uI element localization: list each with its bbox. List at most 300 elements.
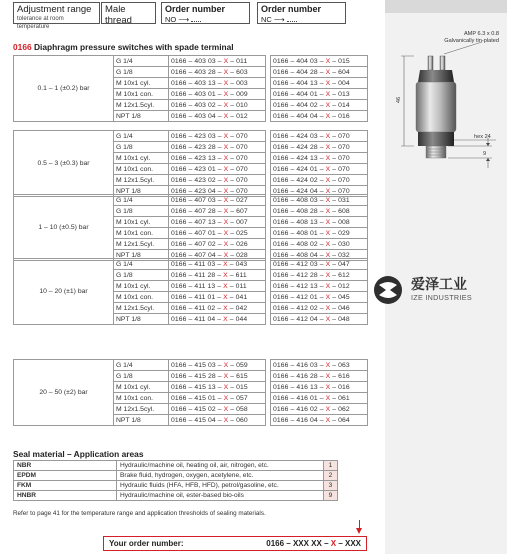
order-code-nc-cell xyxy=(271,314,368,325)
thread-cell: M 12x1.5cyl. xyxy=(114,239,169,250)
order-code-no-cell xyxy=(169,153,266,164)
thread-cell: M 12x1.5cyl. xyxy=(114,100,169,111)
order-code-part-a: 0166 – XXX XX – xyxy=(266,539,331,548)
seal-desc-cell: Hydraulic/machine oil, heating oil, air, nitrogen, etc. xyxy=(117,461,324,471)
thread-cell: M 12x1.5cyl. xyxy=(114,404,169,415)
order-code-no-cell xyxy=(169,67,266,78)
seal-placeholder-x: X xyxy=(223,394,229,402)
seal-number-cell: 3 xyxy=(324,481,338,491)
seal-placeholder-x: X xyxy=(325,196,331,204)
order-code-nc-cell xyxy=(271,415,368,426)
table-row xyxy=(14,195,368,206)
order-code-prefix: 0166 – 411 01 – xyxy=(171,293,224,301)
seal-placeholder-x: X xyxy=(325,165,331,173)
table-row xyxy=(14,259,368,270)
order-code-nc-cell xyxy=(271,360,368,371)
order-code-prefix: 0166 – 407 28 – xyxy=(171,207,224,215)
pressure-switch-drawing xyxy=(386,40,507,190)
thread-cell: NPT 1/8 xyxy=(114,415,169,426)
order-code-suffix: – 611 xyxy=(227,271,247,279)
order-code-no-cell xyxy=(169,281,266,292)
order-code-prefix: 0166 – 408 28 – xyxy=(273,207,326,215)
seal-placeholder-x: X xyxy=(325,132,331,140)
thread-cell: M 10x1 cyl. xyxy=(114,281,169,292)
order-code-suffix: – 070 xyxy=(228,143,248,151)
order-code-suffix: – 012 xyxy=(330,282,350,290)
seal-placeholder-x: X xyxy=(223,416,229,424)
seal-desc-cell: Hydraulic fluids (HFA, HFB, HFD), petrol/gasoline, etc. xyxy=(117,481,324,491)
panel-top-bar xyxy=(385,0,507,13)
seal-placeholder-x: X xyxy=(223,218,229,226)
seal-placeholder-x: X xyxy=(223,79,229,87)
seal-row xyxy=(14,471,338,481)
order-code-suffix: – 030 xyxy=(330,240,350,248)
dim-46-label: 46 xyxy=(396,96,403,104)
order-code-no-cell xyxy=(169,56,266,67)
pressure-range-cell: 0.1 – 1 (±0.2) bar xyxy=(14,56,114,122)
thread-cell: G 1/8 xyxy=(114,142,169,153)
header-adjustment-label: Adjustment range xyxy=(17,4,92,15)
order-code-prefix: 0166 – 403 03 – xyxy=(171,57,224,65)
pressure-group-table xyxy=(13,258,368,325)
order-code-nc-cell xyxy=(271,292,368,303)
ize-logo-icon xyxy=(373,275,403,305)
thread-cell: M 10x1 cyl. xyxy=(114,382,169,393)
seal-placeholder-x: X xyxy=(223,187,229,195)
order-code-no-cell xyxy=(169,303,266,314)
order-code-suffix: – 070 xyxy=(330,165,350,173)
section-code: 0166 xyxy=(13,42,32,52)
order-code-nc-cell xyxy=(271,281,368,292)
header-adjustment-range xyxy=(13,2,100,30)
order-code-suffix: – 608 xyxy=(330,207,350,215)
seal-placeholder-x: X xyxy=(325,143,331,151)
seal-placeholder-x: X xyxy=(223,68,229,76)
thread-cell: G 1/4 xyxy=(114,259,169,270)
section-title-text: Diaphragm pressure switches with spade terminal xyxy=(33,42,234,52)
seal-placeholder-x: X xyxy=(325,260,331,268)
order-code-prefix: 0166 – 407 04 – xyxy=(171,251,224,259)
order-code-nc-cell xyxy=(271,164,368,175)
thread-cell: G 1/8 xyxy=(114,371,169,382)
thread-cell: NPT 1/8 xyxy=(114,111,169,122)
seal-placeholder-x: X xyxy=(325,79,331,87)
header-no-line: NO ⟶ xyxy=(165,15,246,25)
order-code-nc-cell xyxy=(271,239,368,250)
order-code-prefix: 0166 – 403 28 – xyxy=(171,68,224,76)
order-code-nc-cell xyxy=(271,153,368,164)
order-code-prefix: 0166 – 416 03 – xyxy=(273,361,326,369)
seal-placeholder-x: X xyxy=(325,187,331,195)
header-thread-label: thread xyxy=(105,15,132,26)
seal-placeholder-x: X xyxy=(223,271,228,279)
header-nc-prefix: NC xyxy=(261,15,272,24)
order-code-suffix: – 059 xyxy=(228,361,248,369)
seal-placeholder-x: X xyxy=(325,282,331,290)
seal-placeholder-x: X xyxy=(223,207,229,215)
order-code-suffix: – 026 xyxy=(228,240,248,248)
order-code-suffix: – 070 xyxy=(228,187,248,195)
order-code-suffix: – 011 xyxy=(227,282,247,290)
order-code-suffix: – 047 xyxy=(330,260,350,268)
order-code-no-cell xyxy=(169,89,266,100)
seal-placeholder-x: X xyxy=(325,57,331,65)
order-code-suffix: – 070 xyxy=(330,176,350,184)
header-order-no-label: Order number xyxy=(165,4,226,14)
order-code-nc-cell xyxy=(271,56,368,67)
order-code-nc-cell xyxy=(271,131,368,142)
order-code-prefix: 0166 – 403 04 – xyxy=(171,112,224,120)
order-code-suffix: – 025 xyxy=(228,229,248,237)
order-code-suffix: – 048 xyxy=(330,315,350,323)
order-code-prefix: 0166 – 415 04 – xyxy=(171,416,224,424)
order-code-suffix: – 009 xyxy=(228,90,248,98)
order-code-nc-cell xyxy=(271,393,368,404)
seal-placeholder-x: X xyxy=(325,251,331,259)
order-code-nc-cell xyxy=(271,404,368,415)
seal-placeholder-x: X xyxy=(325,394,331,402)
order-code-suffix: – 070 xyxy=(228,154,248,162)
seal-placeholder-x: X xyxy=(325,416,331,424)
seal-placeholder-x: X xyxy=(223,112,229,120)
seal-placeholder-x: X xyxy=(223,176,229,184)
order-code-prefix: 0166 – 408 01 – xyxy=(273,229,326,237)
header-order-nc xyxy=(257,2,346,24)
seal-row xyxy=(14,461,338,471)
order-code-no-cell xyxy=(169,292,266,303)
order-code-nc-cell xyxy=(271,382,368,393)
order-code-suffix: – 070 xyxy=(228,176,248,184)
order-code-suffix: – 032 xyxy=(330,251,350,259)
thread-cell: NPT 1/8 xyxy=(114,186,169,197)
order-code-x: X xyxy=(330,539,337,548)
thread-cell: G 1/4 xyxy=(114,360,169,371)
seal-number-cell: 2 xyxy=(324,471,338,481)
order-code-prefix: 0166 – 416 02 – xyxy=(273,405,326,413)
order-code-prefix: 0166 – 408 02 – xyxy=(273,240,326,248)
order-code-nc-cell xyxy=(271,89,368,100)
order-code-prefix: 0166 – 412 03 – xyxy=(273,260,326,268)
seal-placeholder-x: X xyxy=(325,405,331,413)
seal-placeholder-x: X xyxy=(223,293,228,301)
order-code-suffix: – 607 xyxy=(228,207,248,215)
table-row xyxy=(14,360,368,371)
order-code-no-cell xyxy=(169,142,266,153)
order-code-no-cell xyxy=(169,195,266,206)
arrow-down-icon xyxy=(356,528,362,534)
seal-number-cell: 9 xyxy=(324,491,338,501)
order-code-prefix: 0166 – 424 13 – xyxy=(273,154,326,162)
order-code-prefix: 0166 – 424 01 – xyxy=(273,165,326,173)
order-code-suffix: – 604 xyxy=(330,68,350,76)
seal-name-cell: FKM xyxy=(14,481,117,491)
order-code-prefix: 0166 – 412 13 – xyxy=(273,282,326,290)
seal-placeholder-x: X xyxy=(223,361,229,369)
seal-placeholder-x: X xyxy=(223,143,229,151)
dim-9-label: 9 xyxy=(483,151,487,157)
order-code-no-cell xyxy=(169,78,266,89)
order-code-prefix: 0166 – 407 13 – xyxy=(171,218,224,226)
order-code-suffix: – 042 xyxy=(227,304,248,312)
order-code-no-cell xyxy=(169,259,266,270)
amp-line-2: Galvanically tin-plated xyxy=(444,38,499,44)
seal-placeholder-x: X xyxy=(325,304,331,312)
pressure-range-cell: 1 – 10 (±0.5) bar xyxy=(14,195,114,261)
seal-desc-cell: Hydraulic/machine oil, ester-based bio-oils xyxy=(117,491,324,501)
order-code-prefix: 0166 – 423 03 – xyxy=(171,132,224,140)
order-code-prefix: 0166 – 408 13 – xyxy=(273,218,326,226)
header-order-no xyxy=(161,2,250,24)
order-code-nc-cell xyxy=(271,67,368,78)
header-male-label: Male xyxy=(105,4,126,15)
order-code-suffix: – 015 xyxy=(330,57,350,65)
order-code-suffix: – 004 xyxy=(330,79,350,87)
order-code-suffix: – 612 xyxy=(330,271,350,279)
order-code-suffix: – 008 xyxy=(330,218,350,226)
seal-placeholder-x: X xyxy=(325,372,331,380)
seal-name-cell: NBR xyxy=(14,461,117,471)
order-code-suffix: – 013 xyxy=(330,90,350,98)
order-code-prefix: 0166 – 415 28 – xyxy=(171,372,224,380)
thread-cell: G 1/8 xyxy=(114,270,169,281)
order-number-box xyxy=(103,536,367,551)
order-code-nc-cell xyxy=(271,175,368,186)
order-code-no-cell xyxy=(169,393,266,404)
order-code-no-cell xyxy=(169,239,266,250)
order-code-nc-cell xyxy=(271,217,368,228)
seal-placeholder-x: X xyxy=(223,383,229,391)
seal-placeholder-x: X xyxy=(223,57,229,65)
order-code-prefix: 0166 – 416 28 – xyxy=(273,372,326,380)
order-code-prefix: 0166 – 403 01 – xyxy=(171,90,224,98)
order-code-suffix: – 012 xyxy=(228,112,248,120)
order-code-suffix: – 070 xyxy=(330,154,350,162)
order-code-suffix: – 057 xyxy=(228,394,248,402)
seal-placeholder-x: X xyxy=(325,315,331,323)
order-code-no-cell xyxy=(169,382,266,393)
seal-placeholder-x: X xyxy=(325,361,331,369)
order-code-prefix: 0166 – 412 02 – xyxy=(273,304,326,312)
thread-cell: M 12x1.5cyl. xyxy=(114,175,169,186)
order-code-suffix: – 043 xyxy=(227,260,248,268)
seal-placeholder-x: X xyxy=(223,229,229,237)
seal-placeholder-x: X xyxy=(223,240,229,248)
seal-name-cell: EPDM xyxy=(14,471,117,481)
seal-placeholder-x: X xyxy=(325,240,331,248)
dim-hex-label: hex 24 xyxy=(474,134,491,140)
thread-cell: M 10x1 con. xyxy=(114,292,169,303)
seal-refer-note: Refer to page 41 for the temperature range and application thresholds of sealing materials. xyxy=(13,510,266,517)
seal-name-cell: HNBR xyxy=(14,491,117,501)
order-code-nc-cell xyxy=(271,371,368,382)
order-code-prefix: 0166 – 412 04 – xyxy=(273,315,326,323)
order-code-suffix: – 070 xyxy=(330,143,350,151)
order-code-prefix: 0166 – 403 02 – xyxy=(171,101,224,109)
order-code-suffix: – 058 xyxy=(228,405,248,413)
seal-placeholder-x: X xyxy=(223,282,228,290)
seal-placeholder-x: X xyxy=(223,196,229,204)
seal-placeholder-x: X xyxy=(223,165,229,173)
order-code-prefix: 0166 – 415 02 – xyxy=(171,405,224,413)
seal-placeholder-x: X xyxy=(223,132,229,140)
header-no-prefix: NO xyxy=(165,15,177,24)
logo-chinese-text: 爱泽工业 xyxy=(411,277,467,293)
order-code-no-cell xyxy=(169,270,266,281)
pressure-range-cell: 10 – 20 (±1) bar xyxy=(14,259,114,325)
header-adjustment-sub: tolerance at room temperature xyxy=(17,16,64,30)
seal-placeholder-x: X xyxy=(223,315,228,323)
thread-cell: M 10x1 con. xyxy=(114,164,169,175)
thread-cell: NPT 1/8 xyxy=(114,314,169,325)
order-code-nc-cell xyxy=(271,142,368,153)
order-code-prefix: 0166 – 423 01 – xyxy=(171,165,224,173)
order-code-suffix: – 064 xyxy=(330,416,350,424)
order-code-suffix: – 070 xyxy=(228,165,248,173)
order-code-no-cell xyxy=(169,415,266,426)
seal-placeholder-x: X xyxy=(325,271,331,279)
order-code-no-cell xyxy=(169,404,266,415)
seal-placeholder-x: X xyxy=(325,68,331,76)
order-code-suffix: – 041 xyxy=(227,293,248,301)
seal-placeholder-x: X xyxy=(325,229,331,237)
seal-placeholder-x: X xyxy=(325,101,331,109)
seal-row xyxy=(14,481,338,491)
seal-placeholder-x: X xyxy=(223,154,229,162)
header-order-nc-label: Order number xyxy=(261,4,322,14)
order-code-prefix: 0166 – 407 01 – xyxy=(171,229,224,237)
order-code-prefix: 0166 – 423 02 – xyxy=(171,176,224,184)
pressure-group-table xyxy=(13,359,368,426)
section-title xyxy=(13,42,234,52)
thread-cell: M 10x1 con. xyxy=(114,393,169,404)
order-code-suffix: – 031 xyxy=(330,196,350,204)
order-code-suffix: – 061 xyxy=(330,394,350,402)
thread-cell: M 10x1 con. xyxy=(114,89,169,100)
order-code-suffix: – 063 xyxy=(330,361,350,369)
seal-table xyxy=(13,460,338,501)
seal-title: Seal material – Application areas xyxy=(13,449,144,459)
order-code-prefix: 0166 – 404 13 – xyxy=(273,79,326,87)
seal-placeholder-x: X xyxy=(325,383,331,391)
order-code-nc-cell xyxy=(271,228,368,239)
order-code-prefix: 0166 – 416 01 – xyxy=(273,394,326,402)
header-male-thread xyxy=(101,2,156,24)
order-code-prefix: 0166 – 416 04 – xyxy=(273,416,326,424)
thread-cell: G 1/8 xyxy=(114,206,169,217)
order-code-prefix: 0166 – 412 28 – xyxy=(273,271,326,279)
seal-placeholder-x: X xyxy=(223,101,229,109)
order-code-nc-cell xyxy=(271,303,368,314)
thread-cell: NPT 1/8 xyxy=(114,250,169,261)
table-row xyxy=(14,131,368,142)
order-label: Your order number: xyxy=(109,539,184,548)
thread-cell: G 1/8 xyxy=(114,67,169,78)
thread-cell: G 1/4 xyxy=(114,131,169,142)
seal-number-cell: 1 xyxy=(324,461,338,471)
order-code-prefix: 0166 – 404 04 – xyxy=(273,112,326,120)
order-code-nc-cell xyxy=(271,195,368,206)
pressure-range-cell: 0.5 – 3 (±0.3) bar xyxy=(14,131,114,197)
order-code-suffix: – 615 xyxy=(228,372,248,380)
order-code-prefix: 0166 – 411 13 – xyxy=(171,282,224,290)
order-code-prefix: 0166 – 423 28 – xyxy=(171,143,224,151)
pressure-group-table xyxy=(13,194,368,261)
thread-cell: M 12x1.5cyl. xyxy=(114,303,169,314)
thread-cell: G 1/4 xyxy=(114,195,169,206)
order-code xyxy=(266,539,361,548)
order-code-prefix: 0166 – 415 13 – xyxy=(171,383,224,391)
order-code-prefix: 0166 – 411 03 – xyxy=(171,260,224,268)
order-code-suffix: – 062 xyxy=(330,405,350,413)
order-code-suffix: – 070 xyxy=(330,132,350,140)
pressure-group-table xyxy=(13,55,368,122)
seal-placeholder-x: X xyxy=(325,293,331,301)
seal-placeholder-x: X xyxy=(325,207,331,215)
order-code-nc-cell xyxy=(271,206,368,217)
order-code-suffix: – 070 xyxy=(330,187,350,195)
order-code-suffix: – 010 xyxy=(228,101,248,109)
order-code-prefix: 0166 – 415 01 – xyxy=(171,394,224,402)
order-code-prefix: 0166 – 423 13 – xyxy=(171,154,224,162)
order-code-no-cell xyxy=(169,371,266,382)
thread-cell: M 10x1 cyl. xyxy=(114,78,169,89)
order-code-prefix: 0166 – 411 04 – xyxy=(171,315,224,323)
order-code-no-cell xyxy=(169,360,266,371)
order-code-no-cell xyxy=(169,228,266,239)
order-code-suffix: – 060 xyxy=(228,416,248,424)
order-code-suffix: – 044 xyxy=(227,315,248,323)
order-code-no-cell xyxy=(169,314,266,325)
logo-english-text: IZE INDUSTRIES xyxy=(411,293,472,302)
order-code-suffix: – 007 xyxy=(228,218,248,226)
order-code-prefix: 0166 – 424 04 – xyxy=(273,187,326,195)
order-code-suffix: – 003 xyxy=(228,79,248,87)
order-code-prefix: 0166 – 408 03 – xyxy=(273,196,326,204)
seal-placeholder-x: X xyxy=(325,218,331,226)
order-code-no-cell xyxy=(169,131,266,142)
order-code-prefix: 0166 – 404 01 – xyxy=(273,90,326,98)
order-code-suffix: – 616 xyxy=(330,372,350,380)
seal-placeholder-x: X xyxy=(223,372,229,380)
order-code-nc-cell xyxy=(271,111,368,122)
order-code-prefix: 0166 – 403 13 – xyxy=(171,79,224,87)
order-code-prefix: 0166 – 411 02 – xyxy=(171,304,224,312)
order-code-prefix: 0166 – 404 28 – xyxy=(273,68,326,76)
order-code-prefix: 0166 – 408 04 – xyxy=(273,251,326,259)
order-code-nc-cell xyxy=(271,100,368,111)
order-code-suffix: – 027 xyxy=(228,196,248,204)
order-code-suffix: – 045 xyxy=(330,293,350,301)
thread-cell: M 10x1 cyl. xyxy=(114,153,169,164)
thread-cell: G 1/4 xyxy=(114,56,169,67)
order-code-prefix: 0166 – 407 02 – xyxy=(171,240,224,248)
order-code-no-cell xyxy=(169,100,266,111)
order-code-prefix: 0166 – 407 03 – xyxy=(171,196,224,204)
seal-placeholder-x: X xyxy=(223,90,229,98)
order-code-nc-cell xyxy=(271,270,368,281)
seal-placeholder-x: X xyxy=(325,112,331,120)
order-code-prefix: 0166 – 404 03 – xyxy=(273,57,326,65)
order-code-suffix: – 603 xyxy=(228,68,248,76)
order-code-prefix: 0166 – 424 03 – xyxy=(273,132,326,140)
order-code-prefix: 0166 – 415 03 – xyxy=(171,361,224,369)
order-code-no-cell xyxy=(169,164,266,175)
order-code-no-cell xyxy=(169,217,266,228)
order-code-no-cell xyxy=(169,175,266,186)
order-code-suffix: – 015 xyxy=(228,383,248,391)
pressure-range-cell: 20 – 50 (±2) bar xyxy=(14,360,114,426)
table-row xyxy=(14,56,368,67)
